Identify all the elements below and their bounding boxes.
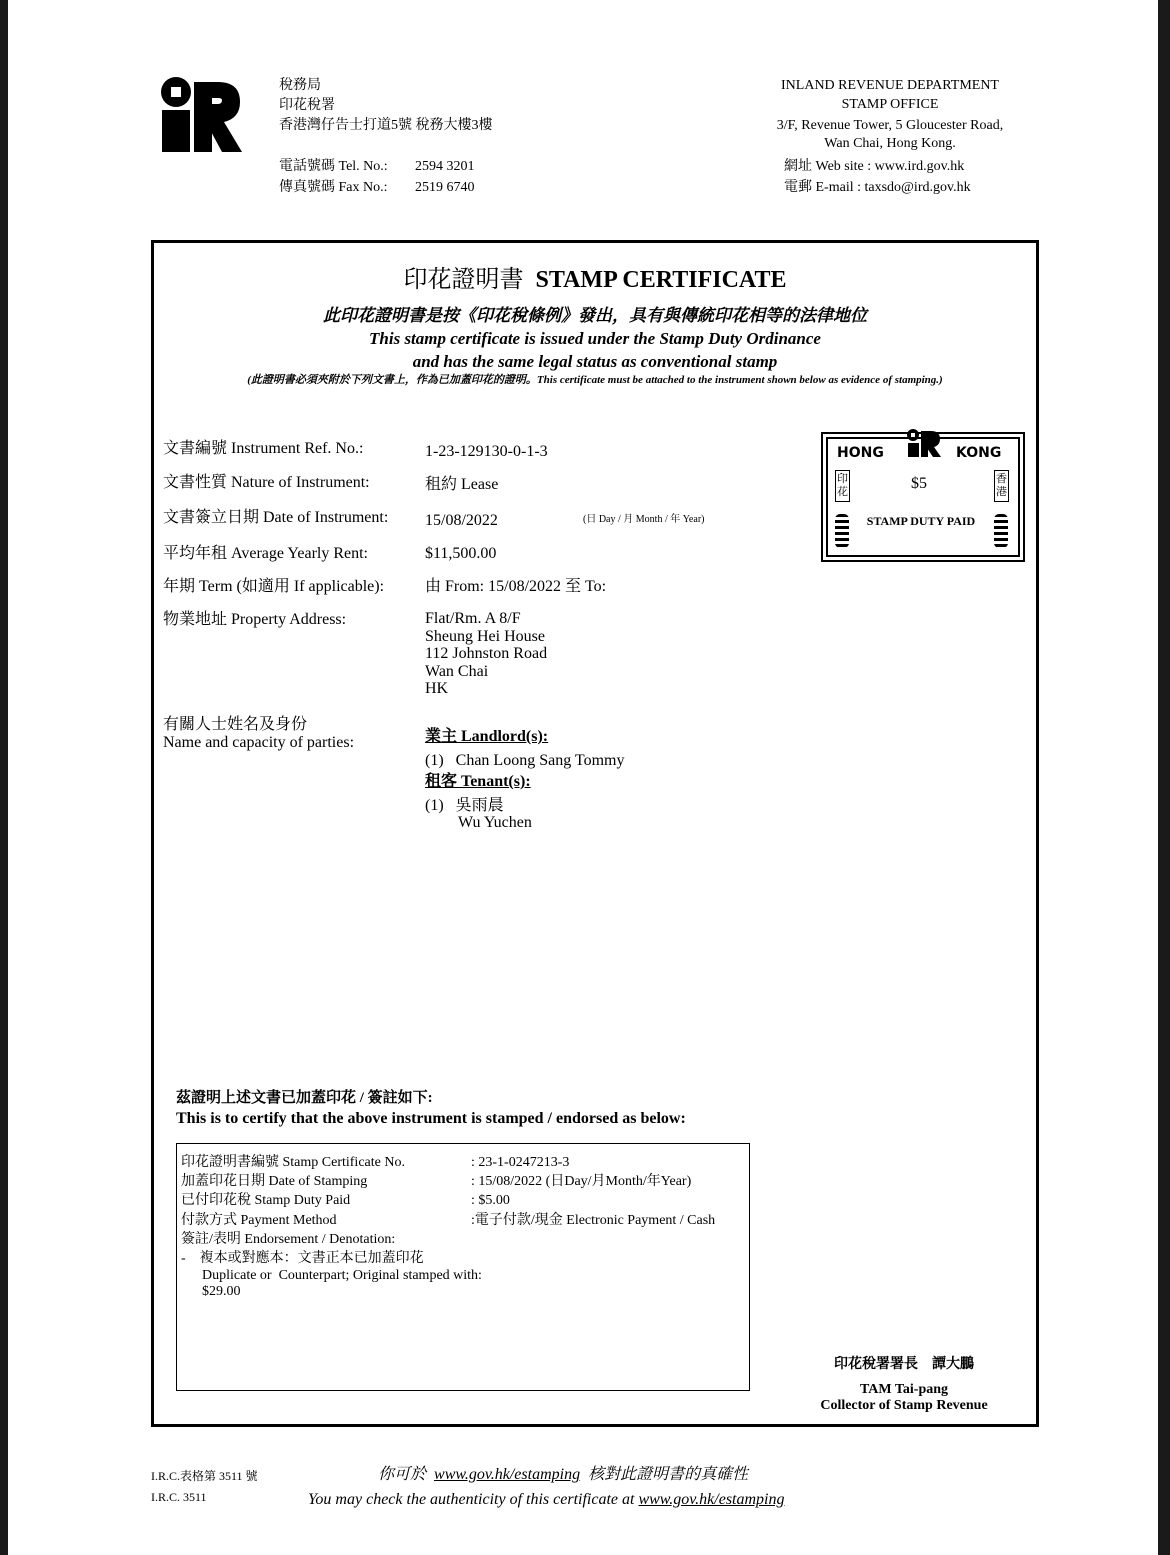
address-line: Flat/Rm. A 8/F <box>425 610 521 627</box>
duty-paid-value: : $5.00 <box>471 1193 510 1208</box>
term-value: 由 From: 15/08/2022 至 To: <box>425 578 607 595</box>
tel-value: 2594 3201 <box>415 159 475 174</box>
stamp-kong: KONG <box>956 445 1002 461</box>
fax-label: 傳真號碼 Fax No.: <box>279 180 388 195</box>
landlord-heading: 業主 Landlord(s): <box>425 728 549 745</box>
tenant-heading: 租客 Tenant(s): <box>425 773 531 790</box>
payment-method-label: 付款方式 Payment Method <box>181 1213 337 1228</box>
stamp-left-chars <box>835 470 850 502</box>
stamp-right-text: 香港 <box>996 473 1007 498</box>
stamp-hong: HONG <box>837 445 884 461</box>
parties-label-en: Name and capacity of parties: <box>163 734 355 751</box>
web-link[interactable]: 網址 Web site : www.ird.gov.hk <box>784 159 965 174</box>
endorsement-box <box>176 1143 750 1391</box>
certificate-box <box>151 240 1039 1427</box>
cert-no-label: 印花證明書編號 Stamp Certificate No. <box>181 1155 405 1170</box>
address-line: Wan Chai <box>425 662 489 680</box>
zh-address: 香港灣仔告士打道5號 稅務大樓3樓 <box>279 118 493 133</box>
en-address-2: Wan Chai, Hong Kong. <box>824 136 956 151</box>
stamp-amount: $5 <box>911 475 927 492</box>
stamp-duty-paid-stamp <box>821 432 1025 562</box>
address-line: 112 Johnston Road <box>425 645 548 662</box>
stamp-date-label: 加蓋印花日期 Date of Stamping <box>181 1174 368 1189</box>
landlord-1: (1) Chan Loong Sang Tommy <box>425 752 625 769</box>
verify-note-en <box>308 1490 785 1510</box>
nature-label: 文書性質 Nature of Instrument: <box>163 474 370 491</box>
stamp-right-chars <box>994 470 1009 502</box>
term-label: 年期 Term (如適用 If applicable): <box>163 578 385 595</box>
parties-label-zh: 有關人士姓名及身份 <box>163 716 308 733</box>
form-number-zh: I.R.C.表格第 3511 號 <box>151 1469 258 1483</box>
fax-value: 2519 6740 <box>415 180 475 195</box>
title-zh: 印花證明書 <box>403 267 524 293</box>
zh-dept: 稅務局 <box>279 78 321 93</box>
certify-en: This is to certify that the above instrument is stamped / endorsed as below: <box>176 1110 686 1127</box>
stamp-duty-paid-text: STAMP DUTY PAID <box>866 514 976 528</box>
denotation-en: Duplicate or Counterpart; Original stamped with: <box>202 1268 482 1283</box>
property-address <box>425 610 547 698</box>
tenant-1-zh: (1) 吳雨晨 <box>425 797 504 814</box>
verify-link-zh[interactable]: www.gov.hk/estamping <box>434 1466 581 1483</box>
en-dept: INLAND REVENUE DEPARTMENT <box>781 78 999 93</box>
ref-label: 文書編號 Instrument Ref. No.: <box>163 440 364 457</box>
rent-label: 平均年租 Average Yearly Rent: <box>163 545 369 562</box>
legal-status-en-2: and has the same legal status as conventional stamp <box>412 352 778 371</box>
certify-zh: 茲證明上述文書已加蓋印花 / 簽註如下: <box>176 1090 433 1106</box>
collector-name: TAM Tai-pang <box>859 1382 949 1397</box>
document-page <box>8 0 1158 1555</box>
date-format-hint: (日 Day / 月 Month / 年 Year) <box>583 514 705 525</box>
address-label: 物業地址 Property Address: <box>163 611 347 628</box>
en-office: STAMP OFFICE <box>841 97 939 112</box>
date-value: 15/08/2022 <box>425 512 498 529</box>
legal-status-en-1: This stamp certificate is issued under the Stamp Duty Ordinance <box>369 329 821 348</box>
verify-link-en[interactable]: www.gov.hk/estamping <box>638 1491 785 1508</box>
tel-label: 電話號碼 Tel. No.: <box>279 159 388 174</box>
address-line: Sheung Hei House <box>425 627 545 645</box>
ref-value: 1-23-129130-0-1-3 <box>425 443 548 460</box>
attach-note: (此證明書必須夾附於下列文書上，作為已加蓋印花的證明。This certificate must be attached to the instrument shown below as evidence of stamping.) <box>247 374 943 386</box>
address-line: HK <box>425 680 449 697</box>
verify-note-zh <box>378 1465 748 1485</box>
denotation-amount: $29.00 <box>202 1284 241 1299</box>
verify-zh-post: 核對此證明書的真確性 <box>588 1466 749 1483</box>
zh-office: 印花稅署 <box>279 98 335 113</box>
form-number-en: I.R.C. 3511 <box>151 1490 207 1504</box>
stamp-right-ornament <box>994 514 1008 548</box>
tenant-1-en: Wu Yuchen <box>458 814 532 831</box>
date-label: 文書簽立日期 Date of Instrument: <box>163 509 389 526</box>
nature-value: 租約 Lease <box>425 476 499 493</box>
ird-logo <box>158 74 244 154</box>
stamp-ir-logo-icon <box>906 428 942 458</box>
duty-paid-label: 已付印花稅 Stamp Duty Paid <box>181 1193 351 1208</box>
stamp-left-ornament <box>835 514 849 548</box>
payment-method-value: :電子付款/現金 Electronic Payment / Cash <box>471 1213 716 1228</box>
collector-zh: 印花稅署署長 譚大鵬 <box>834 1357 974 1372</box>
denotation-label: 簽註/表明 Endorsement / Denotation: <box>181 1232 396 1247</box>
cert-no-value: : 23-1-0247213-3 <box>471 1155 570 1170</box>
title-en: STAMP CERTIFICATE <box>535 267 787 293</box>
collector-title: Collector of Stamp Revenue <box>820 1398 988 1413</box>
parties-label <box>163 716 354 752</box>
en-address-1: 3/F, Revenue Tower, 5 Gloucester Road, <box>776 118 1004 133</box>
rent-value: $11,500.00 <box>425 545 497 562</box>
verify-en-pre: You may check the authenticity of this certificate at <box>308 1491 635 1508</box>
stamp-date-value: : 15/08/2022 (日Day/月Month/年Year) <box>471 1174 692 1189</box>
stamp-left-text: 印花 <box>837 473 848 498</box>
email-link[interactable]: 電郵 E-mail : taxsdo@ird.gov.hk <box>784 180 971 195</box>
verify-zh-pre: 你可於 <box>378 1466 427 1483</box>
certificate-title <box>154 265 1036 295</box>
denotation-zh: - 複本或對應本：文書正本已加蓋印花 <box>181 1251 424 1266</box>
legal-status-zh: 此印花證明書是按《印花稅條例》發出，具有與傳統印花相等的法律地位 <box>323 306 867 325</box>
